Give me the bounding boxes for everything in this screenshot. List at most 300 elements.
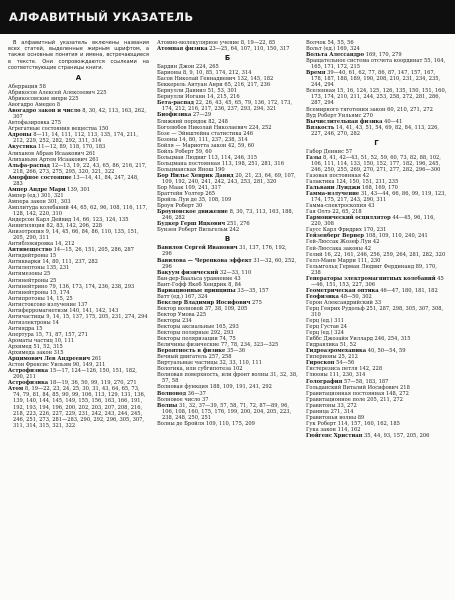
- index-letter-heading: А: [75, 74, 82, 83]
- entry-pages: 135, 231: [46, 265, 70, 272]
- entry-pages: 42: [372, 239, 380, 246]
- entry-pages: 251, 287, 298, 305, 307, 308, 310: [311, 305, 444, 319]
- entry-pages: 113, 198, 251, 281, 316: [221, 160, 284, 167]
- entry-headword: Антинейтроны: [8, 289, 49, 296]
- entry-headword: Авогадро Амедео: [8, 102, 56, 109]
- entry-headword: Антинейтроны: [8, 277, 49, 284]
- entry-pages: 32, 33, 110, 111: [219, 360, 262, 367]
- index-entry: [8, 368, 149, 380]
- entry-headword: Геофизика: [306, 293, 339, 300]
- entry-pages: 42, 59, 60: [228, 142, 255, 149]
- entry-pages: 43: [367, 203, 375, 210]
- entry-headword: Волновая поверхность, или фронт волны: [157, 372, 269, 379]
- entry-pages: 9, 14, 15, 137, 175, 205, 231, 274, 294: [46, 313, 148, 320]
- index-entry: [306, 433, 447, 439]
- entry-headword: Геометрическая оптика: [306, 287, 379, 294]
- index-entry: [306, 88, 447, 106]
- index-entry: [157, 209, 298, 221]
- entry-headword: Барионы: [157, 70, 182, 77]
- entry-pages: 31—32, 60, 252, 296: [162, 257, 297, 270]
- entry-headword: Антиядра: [8, 325, 35, 332]
- entry-pages: 18—19, 36, 50, 99, 119, 270, 271: [49, 380, 137, 387]
- entry-pages: 11—12, 89, 118, 170, 183: [38, 144, 106, 151]
- entry-pages: 271, 314: [330, 408, 354, 415]
- entry-pages: 246, 254, 315: [374, 336, 411, 343]
- entry-headword: Антидейтроны: [8, 253, 48, 260]
- entry-headword: Астрофизика: [8, 368, 49, 375]
- entry-pages: 113, 114, 246, 315: [207, 154, 258, 161]
- entry-pages: 51, 52, 315: [33, 344, 63, 351]
- entry-headword: Генераторы электромагнитных колебаний: [306, 275, 436, 282]
- entry-pages: 111, 230: [357, 257, 381, 264]
- entry-headword: Архимеда закон: [8, 350, 53, 357]
- entry-pages: 46—47, 180, 181, 182: [380, 287, 438, 294]
- entry-headword: Векторы полярные: [157, 330, 209, 337]
- entry-pages: 311: [334, 318, 344, 325]
- entry-headword: Антистоксово излучение: [8, 301, 77, 308]
- entry-pages: 59, 60: [195, 148, 212, 155]
- entry-headword: Вращательное система отсчета координат: [306, 58, 423, 65]
- entry-pages: 8: [56, 102, 60, 109]
- entry-headword: Атомная физика: [157, 46, 208, 53]
- entry-headword: Вселенная: [306, 88, 336, 95]
- entry-headword: Гейзенберг Вернер: [306, 233, 365, 240]
- index-entry: [157, 173, 298, 185]
- index-entry: [8, 163, 149, 175]
- entry-pages: 15: [49, 253, 57, 260]
- index-column-2: [157, 40, 298, 596]
- entry-headword: Всемирного тяготения закон: [306, 106, 386, 113]
- entry-headword: Аморфное состояние: [8, 174, 72, 181]
- header-banner: [0, 0, 455, 34]
- entry-pages: 170, 231: [363, 227, 387, 234]
- entry-pages: 16, 22, 161, 246, 256, 259, 264, 281, 282, 320: [324, 251, 446, 258]
- entry-pages: 114, 162: [337, 426, 361, 433]
- entry-headword: Волновод: [157, 390, 187, 397]
- entry-headword: Больцман Людвиг: [157, 154, 207, 161]
- entry-pages: 8, 9, 10, 85, 174, 212, 314: [182, 70, 252, 77]
- entry-pages: 20, 21, 23, 64, 69, 107, 109, 192, 240, 241, 242, 243, 253, 281, 320: [162, 172, 296, 185]
- entry-headword: Гелий: [306, 251, 323, 258]
- entry-headword: Глюоны: [306, 372, 328, 379]
- entry-headword: Гей-Люссак Жозеф Луи: [306, 239, 372, 246]
- index-entry: [157, 421, 298, 427]
- entry-pages: 40—41: [384, 118, 403, 125]
- entry-pages: 265: [205, 191, 216, 198]
- entry-headword: Гироскоп: [306, 360, 335, 367]
- entry-headword: Антикварки: [8, 259, 41, 266]
- entry-pages: 15: [36, 325, 43, 332]
- entry-headword: Герц (ед.): [306, 318, 333, 325]
- entry-headword: Басов Николай Геннадиевич: [157, 76, 236, 83]
- entry-headword: Абрикосов Алексей Алексеевич: [8, 90, 96, 97]
- index-entry: [8, 205, 149, 217]
- entry-pages: 8, 19—22, 23, 24, 25, 30, 31, 43, 64, 65, 73, 74, 79, 81, 84, 85, 90, 99, 106, 113, 129, 131, 136, 139, 140, 144, 145, 149, 155, 156, 163, 166, 191, 192, 193, 194, 196, 200, 202, 203, 207, 208, 216, 218, 223, 226, 227, 229, 231, 242, 243, 244, 245, 246, 251, 273, 281—283, 290, 292, 296, 305, 307, 311, 314, 315, 321, 322: [13, 386, 146, 429]
- entry-pages: 33, 272: [337, 402, 357, 409]
- entry-pages: 132, 145, 182: [237, 76, 274, 83]
- entry-headword: Аннигиляция: [8, 223, 45, 230]
- entry-headword: Антимезоны: [8, 271, 43, 278]
- entry-headword: Волны де Бройля: [157, 420, 205, 427]
- entry-pages: 251, 276: [226, 221, 250, 228]
- entry-headword: Гук Роберт: [306, 420, 337, 427]
- index-entry: [306, 125, 447, 137]
- entry-pages: 190: [214, 166, 225, 173]
- entry-headword: Архимед: [8, 344, 32, 351]
- entry-pages: 8, 19—22, 85: [240, 40, 276, 46]
- entry-pages: 14: [52, 319, 59, 326]
- entry-headword: Бозоны: [157, 136, 178, 143]
- entry-headword: Апертура: [8, 331, 34, 338]
- entry-pages: 15, 71, 87, 157, 271: [35, 331, 88, 338]
- entry-headword: Будкер Герш Ицкович: [157, 221, 226, 228]
- entry-pages: 8, 41, 42—43, 51, 52, 59, 60, 73, 82, 88, 102, 106, 111, 114, 133, 150, 152, 177, 182, 196, 245, 246, 250, 255, 269, 270, 271, 277, 282, 296—300: [311, 154, 441, 173]
- index-entry: [8, 132, 149, 144]
- entry-headword: Гравитоны: [306, 402, 336, 409]
- entry-pages: 261: [88, 156, 99, 163]
- entry-pages: 48—50, 302: [340, 293, 372, 300]
- entry-pages: 44, 65, 62, 96, 108, 116, 117, 128, 142, 220, 310: [13, 204, 148, 217]
- entry-headword: Гамма-спектроскопия: [306, 203, 367, 210]
- index-letter-heading: Г: [374, 138, 379, 147]
- index-letter-heading: Б: [224, 54, 231, 63]
- entry-headword: Бор Маак: [157, 185, 184, 192]
- index-entry: [157, 46, 298, 52]
- entry-pages: 137: [77, 301, 88, 308]
- entry-headword: Вант-Гофф Якоб Хендрик: [157, 281, 227, 288]
- entry-headword: Ампер Андре Мари: [8, 186, 66, 193]
- entry-headword: Вольт (ед.): [306, 46, 336, 53]
- entry-headword: Ампер (ед.): [8, 192, 40, 199]
- entries-column-1: [8, 74, 149, 429]
- entry-headword: Акустика: [8, 144, 37, 151]
- entry-headword: Бор Нильс Хенрик Давид: [157, 172, 234, 179]
- entry-pages: 74, 75: [219, 336, 236, 343]
- entry-pages: 142, 228: [359, 366, 383, 373]
- entry-pages: 169, 170, 279: [365, 52, 402, 59]
- entry-headword: Броун Роберт: [157, 203, 195, 210]
- index-entry: [306, 155, 447, 173]
- entry-pages: 37, 38, 109, 205: [204, 305, 248, 312]
- entry-pages: 301, 303: [47, 198, 71, 205]
- entry-pages: 292, 293: [210, 330, 234, 337]
- entry-pages: 79, 136, 173, 174, 236, 238, 293: [49, 283, 135, 290]
- entry-headword: Ван-дер-Ваальса уравнение: [157, 275, 233, 282]
- entry-headword: Алиханов Абрам Исаакович: [8, 150, 85, 157]
- entry-pages: 14, 15, 25: [46, 295, 73, 302]
- entry-pages: 324: [334, 330, 344, 337]
- entry-pages: 31, 32, 37—39, 57, 58, 71, 72, 87—89, 96, 106, 108, 160, 175, 176, 199, 200, 204, 205, 223, 238, 248, 250, 251: [162, 402, 292, 421]
- entry-headword: Векторы: [157, 317, 181, 324]
- entry-pages: 30: [195, 203, 203, 210]
- entry-headword: Герц Генрих Рудольф: [306, 305, 365, 312]
- entry-headword: Ампера закон: [8, 198, 46, 205]
- entry-headword: Гиббс Джозайя Уиллард: [306, 336, 373, 343]
- entry-pages: 114, 157, 160, 162, 185: [337, 420, 400, 427]
- entry-pages: 139, 301: [67, 186, 91, 193]
- entry-headword: Атом: [8, 386, 24, 393]
- entry-headword: Герон Александрийский: [306, 299, 373, 306]
- entry-pages: 35, 44, 93, 157, 205, 206: [364, 432, 430, 439]
- entry-headword: Антинейтрино: [8, 283, 48, 290]
- entry-headword: Вольта Алессандро: [306, 52, 365, 59]
- entry-pages: 43: [234, 275, 241, 282]
- entry-headword: Бернулли Даниил: [157, 88, 206, 95]
- entry-pages: 8—11, 14, 111, 112, 113, 135, 174, 211, 212, 229, 252, 282, 292, 311, 314: [13, 132, 139, 145]
- entry-pages: 8, 84: [228, 281, 242, 288]
- entry-pages: 31, 137, 176, 192, 296: [162, 245, 287, 258]
- index-entry: [157, 100, 298, 112]
- entry-headword: Галактика: [306, 178, 335, 185]
- entries-column-3: [306, 40, 447, 439]
- entry-pages: 168, 169, 170: [361, 185, 398, 192]
- entry-pages: 14, 212: [54, 241, 75, 248]
- entry-headword: Герц Густав: [306, 324, 339, 331]
- entry-headword: Автофазировка: [8, 120, 50, 127]
- entry-headword: Абрикосовские вихри: [8, 96, 68, 103]
- entry-pages: 60, 210, 271, 272: [387, 106, 433, 113]
- index-entry: [157, 372, 298, 384]
- entry-headword: Астон Френсис Уильям: [8, 362, 72, 369]
- entry-headword: Антиблокировка: [8, 241, 54, 248]
- entry-headword: Астрофизика: [8, 380, 49, 387]
- entry-headword: Гей-Люссака законы: [306, 245, 363, 252]
- entry-headword: Антивещество: [8, 247, 52, 254]
- entry-pages: 140, 141, 142, 143: [69, 307, 119, 314]
- entry-pages: 15, 16, 124, 125, 126, 135, 150, 151, 160, 173, 174, 210, 211, 244, 253, 258, 272, 281, 286, 287, 294: [311, 88, 447, 107]
- entry-headword: Антиферромагнетизм: [8, 307, 68, 314]
- entry-headword: Анизотропия: [8, 229, 44, 236]
- entry-pages: 54—56: [336, 360, 355, 367]
- index-entry: [8, 108, 149, 120]
- entry-pages: 22, 65, 218: [332, 209, 362, 216]
- entry-pages: 14, 80, 111, 237, 238, 314: [178, 136, 248, 143]
- entry-headword: Гистерезиса петля: [306, 366, 358, 373]
- index-entry: [306, 306, 447, 318]
- entry-headword: Гелл-Манн Марри: [306, 257, 356, 264]
- entry-headword: Бойля — Мариотта закон: [157, 142, 227, 149]
- entry-pages: 23—25, 64, 107, 110, 150, 317: [209, 46, 290, 53]
- entry-pages: 150: [98, 126, 109, 133]
- entry-headword: Вычислительная физика: [306, 118, 383, 125]
- entry-pages: 234: [182, 317, 192, 324]
- entry-headword: Граница: [306, 408, 329, 415]
- entry-pages: 25: [49, 277, 57, 284]
- entry-headword: Гамма-излучение: [306, 191, 360, 198]
- entry-pages: 37: [202, 396, 209, 403]
- entry-headword: Браттейн Уолтер: [157, 191, 204, 198]
- entry-pages: 14, 41, 43, 51, 54, 69, 82, 84, 113, 226, 227, 246, 270, 282: [311, 124, 440, 137]
- entry-headword: Бозе — Эйнштейна статистика: [157, 130, 242, 137]
- index-columns: [8, 40, 450, 596]
- entry-pages: 246: [243, 130, 254, 137]
- entry-headword: Вавилова — Черенкова эффект: [157, 257, 252, 264]
- entry-pages: 14, 66, 123, 124, 135: [72, 217, 129, 224]
- entry-headword: Герц (ед.): [306, 330, 333, 337]
- entry-pages: 25, 212: [338, 354, 358, 361]
- entry-pages: 45—46, 151, 153, 227, 306: [311, 275, 444, 288]
- entry-headword: Гая Олтэ: [306, 209, 331, 216]
- entry-pages: 261: [85, 150, 96, 157]
- entry-headword: Вязкость: [306, 124, 335, 131]
- index-entry: [8, 386, 149, 428]
- entry-pages: 275: [252, 299, 262, 306]
- index-entry: [306, 191, 447, 203]
- entry-pages: 31, 43—44, 66, 86, 99, 119, 123, 174, 175, 217, 243, 290, 311: [311, 191, 447, 204]
- entry-pages: 108, 109, 110, 240, 241: [365, 233, 428, 240]
- entry-headword: Бройль Луи де: [157, 197, 197, 204]
- entry-pages: 257, 258: [208, 354, 232, 361]
- entry-headword: Гука закон: [306, 426, 336, 433]
- index-entry: [157, 403, 298, 421]
- index-entry: [157, 258, 298, 270]
- entry-pages: 57: [345, 148, 353, 155]
- index-entry: [8, 229, 149, 241]
- entry-headword: Вечный двигатель: [157, 354, 207, 361]
- entry-pages: 77, 78, 234, 323—325: [220, 342, 279, 349]
- entry-headword: Бета-распад: [157, 100, 194, 107]
- entry-headword: Вероятность в физике: [157, 348, 226, 355]
- entry-pages: 39—40, 61, 62, 77, 86, 87, 147, 157, 167, 178, 187, 188, 189, 190, 208, 210, 231, 234, 235, 244, 294: [311, 70, 441, 89]
- entry-headword: Бардин Джон: [157, 64, 195, 71]
- entry-pages: 27—29: [192, 112, 212, 119]
- entry-pages: 13—14, 41, 84, 247, 248, 283: [13, 174, 139, 187]
- entries-column-2: [157, 40, 298, 427]
- entry-pages: 89: [357, 414, 365, 421]
- entry-pages: 33—35, 157: [237, 287, 269, 294]
- entry-headword: Гравитоньи волны: [306, 414, 357, 421]
- entry-headword: Авогадро закон и число: [8, 108, 81, 115]
- entry-pages: 31, 32, 38, 57, 58: [162, 372, 298, 385]
- entry-headword: Антиэлектроны: [8, 319, 51, 326]
- entry-pages: 14—15, 26, 151, 205, 286, 287: [53, 247, 134, 254]
- entry-pages: 109, 110, 175, 209: [205, 420, 255, 427]
- entry-headword: Боголюбов Николай Николаевич: [157, 124, 248, 131]
- entry-pages: 14, 80, 111, 237, 282: [42, 259, 98, 266]
- entry-pages: 218: [400, 384, 410, 391]
- entry-headword: Бойль Роберт: [157, 148, 194, 155]
- page-title: АЛФАВИТНЫЙ УКАЗАТЕЛЬ: [9, 10, 194, 24]
- entry-headword: Гюйгенс Христиан: [306, 432, 363, 439]
- entry-pages: 224, 252: [248, 124, 272, 131]
- entry-headword: Альфа-распад: [8, 162, 50, 169]
- entry-headword: Вектор Умова: [157, 311, 195, 318]
- entry-pages: 169, 324: [336, 46, 360, 53]
- entry-headword: Больцманская Янош: [157, 166, 214, 173]
- entry-pages: 35—36: [226, 348, 246, 355]
- entry-headword: Бунзен Роберт Вильгельм: [157, 227, 228, 234]
- entry-pages: 25: [43, 271, 51, 278]
- entry-headword: Античастицы: [8, 313, 45, 320]
- entry-pages: 225: [196, 311, 207, 318]
- entry-headword: Газы: [306, 154, 322, 161]
- entry-headword: Голография: [306, 378, 343, 385]
- entry-pages: 315: [53, 350, 64, 357]
- entry-pages: 36—37: [187, 390, 206, 397]
- entry-pages: 165, 293: [215, 324, 239, 331]
- entry-headword: Больцмана постоянная: [157, 160, 221, 167]
- entry-pages: 8, 30, 42, 113, 163, 262, 307: [13, 108, 146, 121]
- entry-headword: Антипротоны: [8, 295, 45, 302]
- entry-headword: Антилептоны: [8, 265, 45, 272]
- entry-pages: 32—33, 110: [219, 269, 252, 276]
- entry-headword: Беккерель Антуан Анри: [157, 82, 223, 89]
- entry-pages: 42: [362, 172, 370, 179]
- entry-pages: 82, 248: [208, 118, 228, 125]
- entry-headword: Гальвани Луиджи: [306, 185, 361, 192]
- entry-pages: 188, 109, 191, 241, 292: [209, 384, 272, 391]
- entry-headword: Гольданский Виталий Иосифович: [306, 384, 399, 391]
- entry-pages: 242: [229, 227, 240, 234]
- entry-pages: 51, 53, 301: [207, 88, 238, 95]
- entry-pages: 301, 321: [40, 192, 64, 199]
- entry-pages: 102: [232, 366, 243, 373]
- entry-headword: Арцимович Лев Андреевич: [8, 356, 91, 363]
- entry-headword: Гидроаэромеханика: [306, 348, 367, 355]
- entry-pages: 12—13, 19, 22, 43, 65, 86, 216, 217, 218, 266, 273, 275, 295, 320, 321, 322: [13, 162, 147, 175]
- entry-headword: Алиханьян Артем Исаакович: [8, 156, 88, 163]
- index-entry: [306, 70, 447, 88]
- entry-headword: Бернулли Иоганн: [157, 94, 206, 101]
- entry-headword: Адроны: [8, 132, 32, 139]
- entry-pages: 205, 211, 272: [366, 396, 403, 403]
- entry-headword: Гиперионы: [306, 354, 337, 361]
- entry-pages: 89, 170, 238: [311, 263, 437, 276]
- entry-pages: 58: [39, 84, 46, 91]
- entry-pages: 270: [363, 112, 373, 119]
- index-column-3: [306, 40, 447, 596]
- entry-headword: Волны: [157, 402, 178, 409]
- entry-headword: Биофизика: [157, 112, 192, 119]
- entry-headword: Время: [306, 70, 326, 77]
- entry-headword: Вавилов Сергей Иванович: [157, 245, 238, 252]
- entry-headword: Амплитуда колебаний: [8, 204, 69, 211]
- entry-headword: Андерсон Карл Дейвид: [8, 217, 72, 224]
- entry-pages: 109, 241, 317: [185, 185, 222, 192]
- entry-pages: 15—17, 124—126, 150, 151, 182, 200, 211: [13, 368, 137, 381]
- entry-headword: Волчок: [306, 40, 326, 46]
- entry-pages: 35, 108, 109: [198, 197, 232, 204]
- entry-pages: 8, 30, 73, 113, 163, 188, 246, 282: [162, 209, 294, 222]
- entry-pages: 33: [374, 299, 382, 306]
- entry-headword: Величины физические: [157, 342, 220, 349]
- entry-pages: 57—58, 183, 187: [344, 378, 389, 385]
- entry-headword: Габор Деннис: [306, 148, 344, 155]
- entry-headword: Векторы поляризации: [157, 336, 218, 343]
- index-letter-heading: В: [224, 235, 231, 244]
- entry-headword: Агрегатные состояния вещества: [8, 126, 97, 133]
- entry-pages: 44—45, 96, 116, 220, 308: [311, 215, 436, 228]
- index-entry: [306, 215, 447, 227]
- entry-headword: Броуновское движение: [157, 209, 228, 216]
- index-entry: [306, 276, 447, 288]
- entry-headword: Гидравлика: [306, 342, 339, 349]
- entry-pages: 55, 164, 165, 171, 172, 215: [311, 58, 446, 71]
- index-entry: [8, 175, 149, 187]
- entry-headword: Векслер Владимир Иосифович: [157, 299, 251, 306]
- entry-headword: Вуд Роберт Уильямс: [306, 112, 362, 119]
- entry-pages: 22, 26, 43, 45, 65, 79, 136, 172, 173, 174, 212, 216, 217, 236, 237, 293, 294, 321: [162, 100, 292, 113]
- entry-pages: 10, 111: [54, 337, 75, 344]
- entry-headword: Гармонический осциллятор: [306, 215, 391, 222]
- entry-headword: Вакуум физический: [157, 269, 219, 276]
- entry-pages: 225: [96, 90, 107, 97]
- index-entry: [306, 264, 447, 276]
- index-column-1: [8, 40, 149, 596]
- entry-headword: Ароматы частиц: [8, 337, 53, 344]
- entry-headword: Гравитационное поле: [306, 396, 366, 403]
- entry-pages: 40, 50—54, 59: [367, 348, 406, 355]
